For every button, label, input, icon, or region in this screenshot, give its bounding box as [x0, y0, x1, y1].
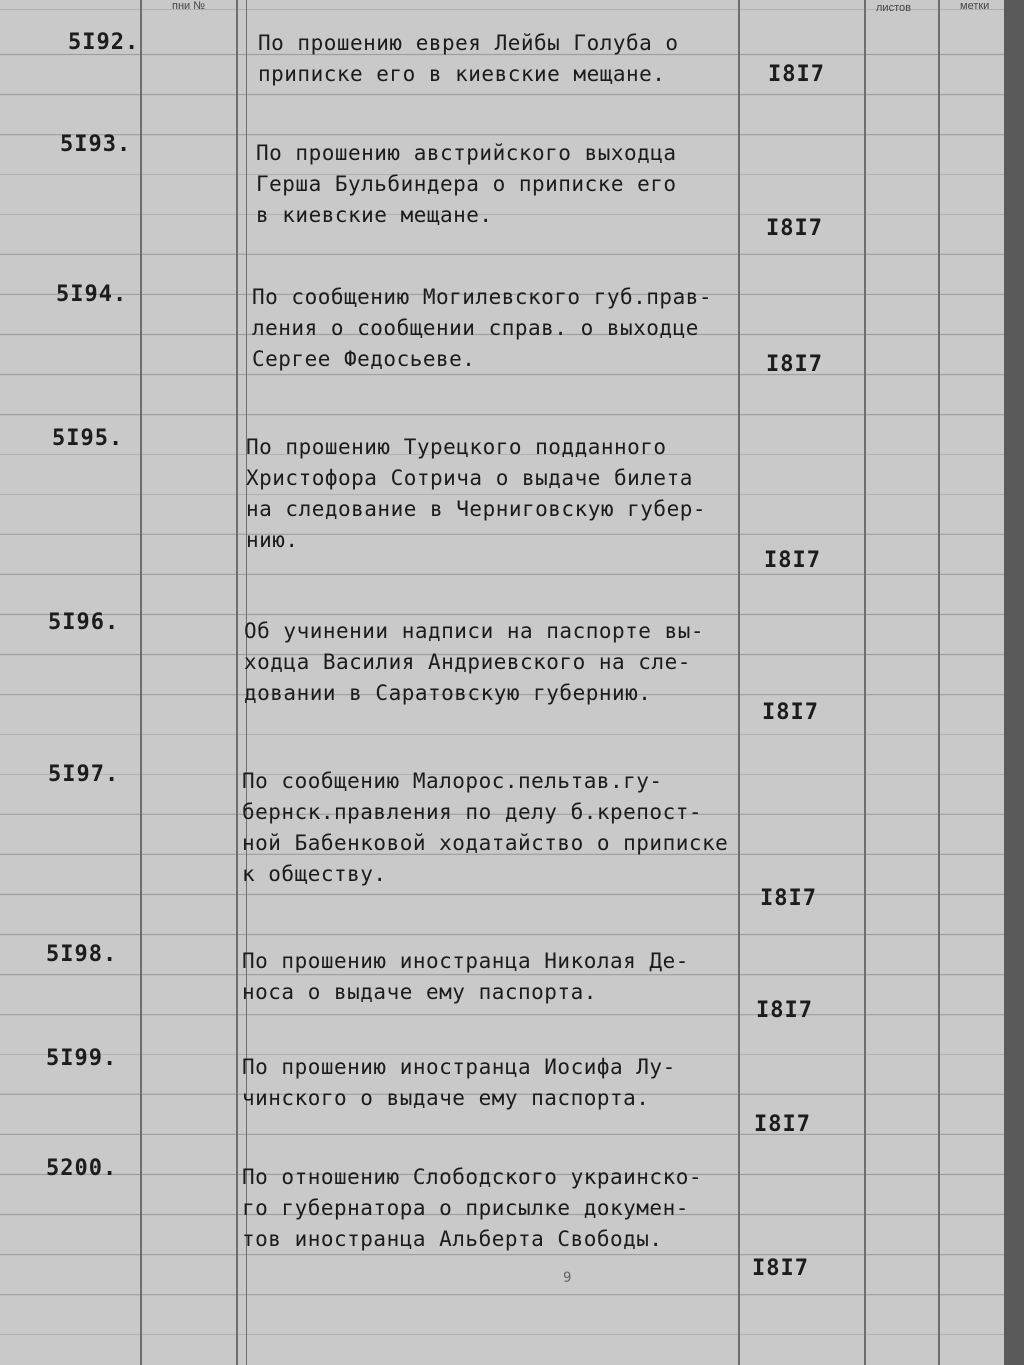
entry-description: [252, 282, 752, 375]
header-sheets: листов: [876, 2, 911, 14]
entry-description-line: По прошению еврея Лейбы Голуба о: [258, 31, 679, 55]
entry-number: 5I99.: [46, 1046, 118, 1071]
entry-description-line: По сообщению Малорос.пельтав.гу-: [242, 769, 663, 793]
entry-description-line: ходца Василия Андриевского на сле-: [244, 650, 691, 674]
entry-description-line: По сообщению Могилевского губ.прав-: [252, 285, 713, 309]
entry-year: I8I7: [754, 1112, 811, 1137]
entry-description-line: приписке его в киевские мещане.: [258, 62, 666, 86]
entry-description-line: По прошению иностранца Николая Де-: [242, 949, 689, 973]
entry-description-line: бернск.правления по делу б.крепост-: [242, 800, 703, 824]
column-rule: [140, 0, 142, 1365]
page-edge: [1004, 0, 1024, 1365]
entry-year: I8I7: [756, 998, 813, 1023]
page-number: 9: [563, 1270, 572, 1286]
header-notes: метки: [960, 0, 990, 12]
entry-description-line: По прошению иностранца Иосифа Лу-: [242, 1055, 676, 1079]
entry-description-line: По прошению Турецкого подданного: [246, 435, 667, 459]
entry-number: 5I92.: [68, 30, 140, 55]
entry-number: 5200.: [46, 1156, 118, 1181]
entry-description-line: чинского о выдаче ему паспорта.: [242, 1086, 650, 1110]
entry-description-line: тов иностранца Альберта Свободы.: [242, 1227, 663, 1251]
entry-number: 5I96.: [48, 610, 120, 635]
entry-description: [244, 616, 744, 709]
entry-description: [242, 946, 742, 1008]
entry-description-line: По отношению Слободского украинско-: [242, 1165, 703, 1189]
entry-description-line: довании в Саратовскую губернию.: [244, 681, 652, 705]
entry-description: [246, 432, 746, 556]
entry-description-line: Христофора Сотрича о выдаче билета: [246, 466, 693, 490]
entry-year: I8I7: [760, 886, 817, 911]
entry-description-line: Об учинении надписи на паспорте вы-: [244, 619, 705, 643]
entry-description-line: на следование в Черниговскую губер-: [246, 497, 707, 521]
entry-number: 5I94.: [56, 282, 128, 307]
column-rule: [236, 0, 238, 1365]
entry-description: [256, 138, 756, 231]
entry-description: [242, 1162, 742, 1255]
column-rule: [864, 0, 866, 1365]
entry-year: I8I7: [762, 700, 819, 725]
entry-number: 5I97.: [48, 762, 120, 787]
entry-description: [242, 1052, 742, 1114]
entry-description: [242, 766, 742, 890]
entry-year: I8I7: [752, 1256, 809, 1281]
entry-number: 5I98.: [46, 942, 118, 967]
entry-number: 5I95.: [52, 426, 124, 451]
entry-number: 5I93.: [60, 132, 132, 157]
entry-description: [258, 28, 758, 90]
column-rule: [938, 0, 940, 1365]
entry-description-line: По прошению австрийского выходца: [256, 141, 677, 165]
entry-description-line: ной Бабенковой ходатайство о приписке: [242, 831, 729, 855]
entry-description-line: Сергее Федосьеве.: [252, 347, 476, 371]
header-index: пни №: [172, 0, 206, 12]
entry-description-line: в киевские мещане.: [256, 203, 493, 227]
entry-description-line: нию.: [246, 528, 299, 552]
entry-description-line: ления о сообщении справ. о выходце: [252, 316, 699, 340]
entry-year: I8I7: [768, 62, 825, 87]
entry-description-line: носа о выдаче ему паспорта.: [242, 980, 597, 1004]
entry-description-line: го губернатора о присылке докумен-: [242, 1196, 689, 1220]
entry-year: I8I7: [766, 216, 823, 241]
entry-year: I8I7: [764, 548, 821, 573]
entry-description-line: к обществу.: [242, 862, 387, 886]
entry-description-line: Герша Бульбиндера о приписке его: [256, 172, 677, 196]
entry-year: I8I7: [766, 352, 823, 377]
